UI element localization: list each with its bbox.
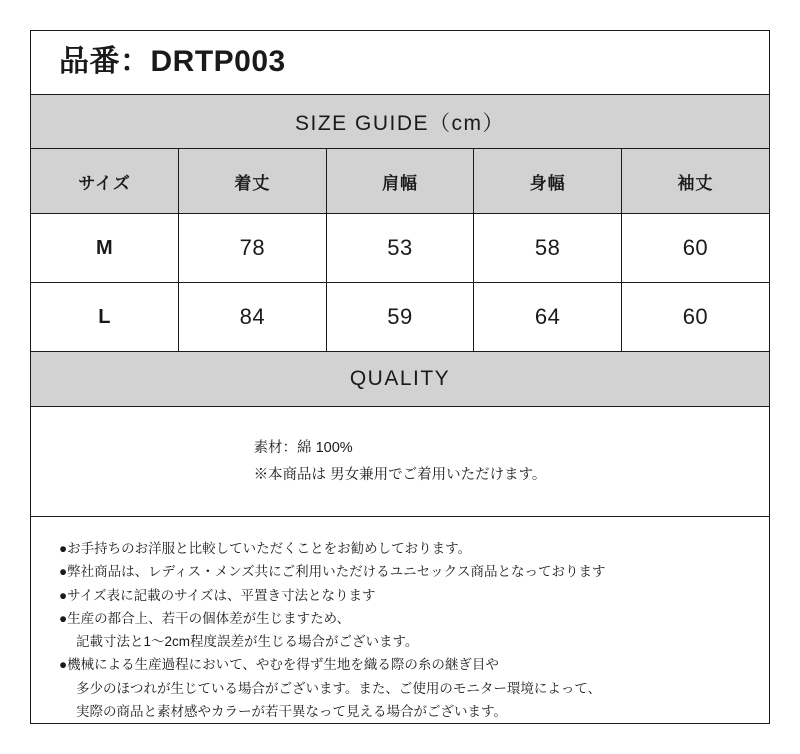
- column-header-chest: 身幅: [474, 149, 622, 214]
- size-guide-table: [31, 149, 769, 352]
- cell-size-m: M: [31, 214, 179, 283]
- quality-line-material: 素材：綿 100%: [253, 439, 353, 456]
- size-guide-banner: SIZE GUIDE（cm）: [31, 95, 769, 150]
- table-header-row: [31, 149, 769, 214]
- cell-m-shoulder: 53: [326, 214, 474, 283]
- note-line: 多少のほつれが生じている場合がございます。また、ご使用のモニター環境によって、: [76, 680, 602, 696]
- column-header-shoulder: 肩幅: [326, 149, 474, 214]
- note-line: ●お手持ちのお洋服と比較していただくことをお勧めしております。: [59, 541, 472, 557]
- cell-l-shoulder: 59: [326, 283, 474, 352]
- column-header-size: サイズ: [31, 149, 179, 214]
- quality-body: [31, 407, 769, 517]
- quality-banner: QUALITY: [31, 352, 769, 407]
- product-code-value: DRTP003: [150, 45, 286, 79]
- note-line: ●サイズ表に記載のサイズは、平置き寸法となります: [59, 587, 376, 603]
- product-code-label: 品番：: [59, 45, 151, 79]
- note-line: ●弊社商品は、レディス・メンズ共にご利用いただけるユニセックス商品となっております: [59, 564, 606, 580]
- product-code-row: [31, 31, 769, 95]
- table-row: [31, 283, 769, 352]
- cell-m-length: 78: [179, 214, 327, 283]
- quality-text: [254, 435, 547, 489]
- spec-sheet: [30, 30, 770, 724]
- quality-line-note: ※本商品は 男女兼用でご着用いただけます。: [253, 466, 547, 483]
- cell-l-length: 84: [179, 283, 327, 352]
- cell-m-sleeve: 60: [621, 214, 769, 283]
- notes-section: [31, 517, 769, 723]
- column-header-sleeve: 袖丈: [621, 149, 769, 214]
- note-line: ●生産の都合上、若干の個体差が生じますため、: [59, 610, 351, 626]
- note-line: ●機械による生産過程において、やむを得ず生地を織る際の糸の継ぎ目や: [59, 657, 499, 673]
- cell-l-sleeve: 60: [621, 283, 769, 352]
- size-guide-body: [31, 214, 769, 352]
- cell-m-chest: 58: [474, 214, 622, 283]
- column-header-length: 着丈: [179, 149, 327, 214]
- size-guide-header: [31, 149, 769, 214]
- note-line: 実際の商品と素材感やカラーが若干異なって見える場合がございます。: [76, 703, 507, 719]
- note-line: 記載寸法と1～2cm程度誤差が生じる場合がございます。: [76, 634, 419, 650]
- table-row: [31, 214, 769, 283]
- cell-l-chest: 64: [474, 283, 622, 352]
- cell-size-l: L: [31, 283, 179, 352]
